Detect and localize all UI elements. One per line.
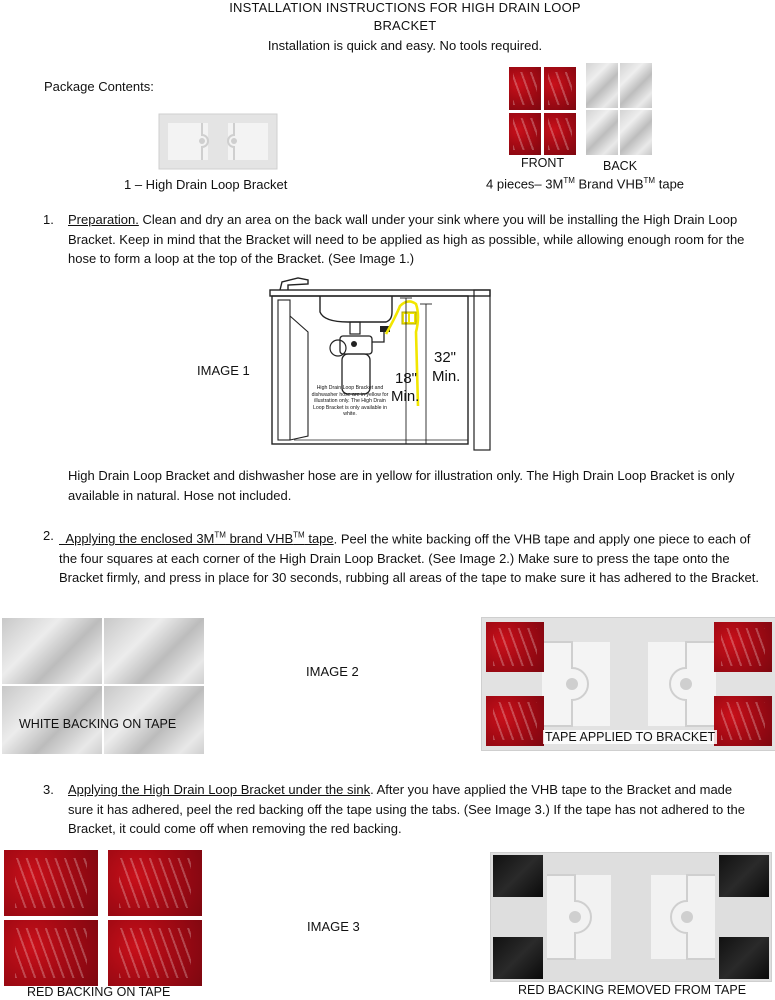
step1-paragraph: Preparation. Clean and dry an area on the back wall under your sink where you will be installing the High Drain Loop Bracket. Keep in mind that the Bracket will need to be applied as high as possible, while allowing enough room for the hose to form a loop at the top of the Bracket. (See Image 1.) [68,212,745,266]
image3-label: IMAGE 3 [307,919,360,934]
red-backing-caption: RED BACKING ON TAPE [27,985,171,999]
white-backing-caption: WHITE BACKING ON TAPE [19,717,177,731]
page-title-line2: BRACKET [373,18,437,33]
step3-paragraph: Applying the High Drain Loop Bracket under the sink. After you have applied the VHB tape to the Bracket and made sure it has adhered, peel the red backing off the tape using the tabs. (See Image 3.) If the tape has not adhered to the Bracket, it could come off when removing the red backing. [68,782,745,836]
tape-front-photo [509,67,576,155]
step1-note: High Drain Loop Bracket and dishwasher hose are in yellow for illustration only. The High Drain Loop Bracket is only available in natural. Hose not included. [68,468,735,503]
tape-back-label: BACK [603,159,638,173]
step3-number: 3. [43,782,54,797]
red-backing-removed-photo [490,852,772,982]
bracket-photo [158,113,278,170]
dimension-min-right: Min. [432,368,461,385]
step2-number: 2. [43,528,54,543]
sink-diagram [268,276,492,456]
dimension-32: 32" [434,349,457,366]
dimension-18: 18" [395,370,418,387]
image1-label: IMAGE 1 [197,363,250,378]
red-backing-removed-caption: RED BACKING REMOVED FROM TAPE [518,983,747,997]
tape-front-label: FRONT [521,156,565,170]
package-contents-heading: Package Contents: [44,79,154,94]
white-backing-photo [2,618,204,754]
diagram-note: High Drain Loop Bracket and dishwasher hose are in yellow for illustration only. The High Drain Loop Bracket is only available in white. [311,385,389,418]
page-subtitle: Installation is quick and easy. No tools required. [267,38,543,53]
step2-title: Applying the enclosed 3M™ brand VHB™ tape [59,531,334,547]
tape-applied-caption: TAPE APPLIED TO BRACKET [545,730,716,744]
step1-title: Preparation. [68,212,139,227]
page-title: INSTALLATION INSTRUCTIONS FOR HIGH DRAIN LOOP [229,0,581,15]
step3-title: Applying the High Drain Loop Bracket under the sink [68,782,371,797]
image2-label: IMAGE 2 [306,664,359,679]
dimension-min-left: Min. [391,388,420,405]
tape-back-photo [586,63,652,155]
red-backing-photo [4,850,202,986]
bracket-caption: 1 – High Drain Loop Bracket [124,177,288,192]
step1-number: 1. [43,212,54,227]
step2-paragraph: Applying the enclosed 3M™ brand VHB™ tape. Peel the white backing off the VHB tape and apply one piece to each of the four squares at each corner of the High Drain Loop Bracket. (See Image 2.) Make sure to press the tape onto the Bracket firmly, and press in place for 30 seconds, rubbing all areas of the tape to make sure it has adhered to the Bracket. [59,531,759,586]
tape-caption: 4 pieces– 3M™ Brand VHB™ tape [486,176,685,192]
